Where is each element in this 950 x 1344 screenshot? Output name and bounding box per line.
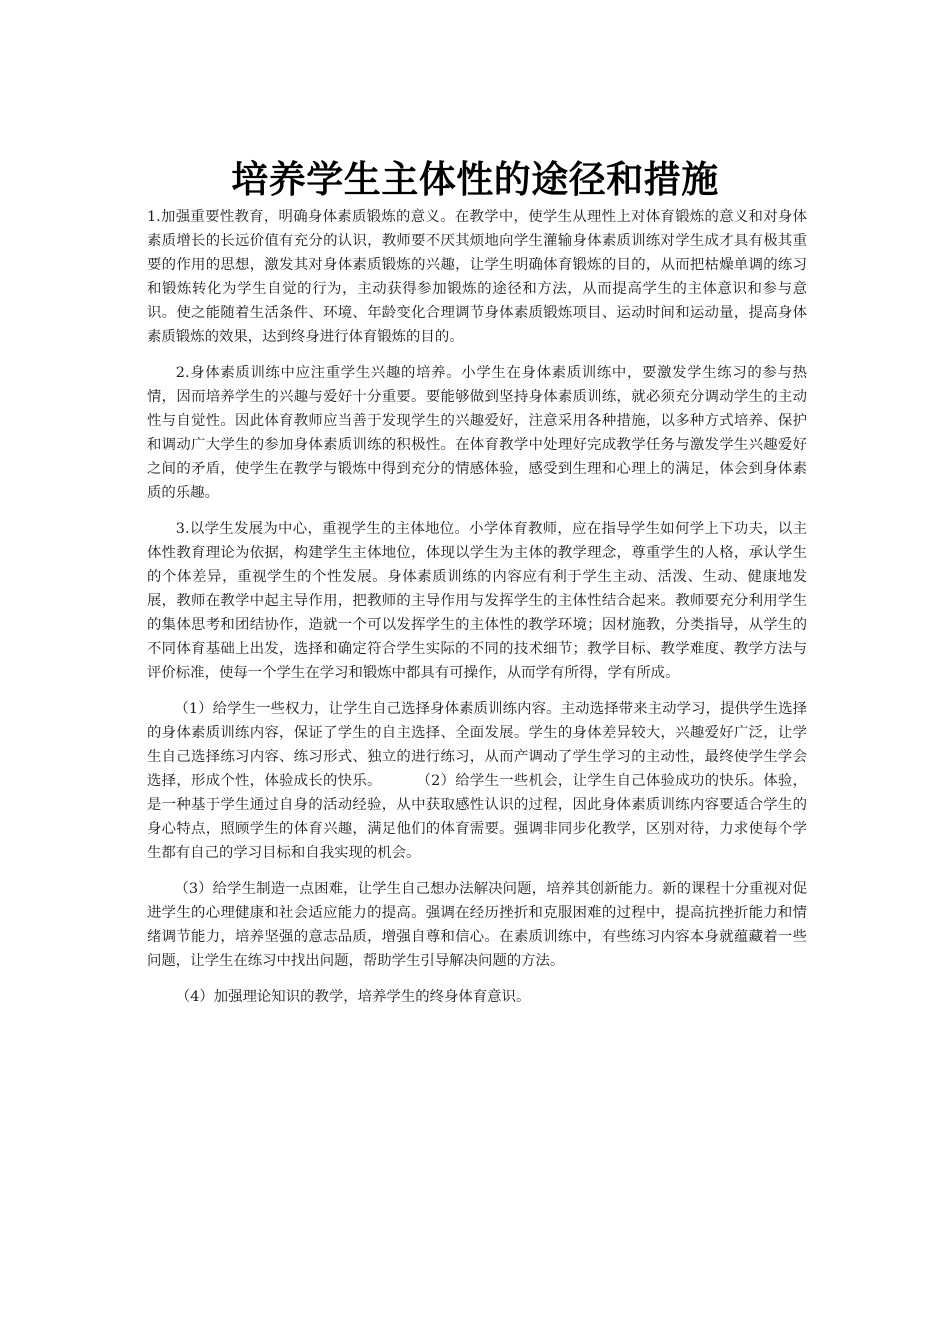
sub-item-1: （1）给学生一些权力，让学生自己选择身体素质训练内容。主动选择带来主动学习，提供学生选择的身体素质训练内容，保证了学生的自主选择、全面发展。学生的身体差异较大，兴趣爱好广泛，让学生自己选择练习内容、练习形式、独立的进行练习，从而产调动了学生学习的主动性，最终使学生学会选择，形成个性，体验成长的快乐。 — [147, 701, 807, 789]
paragraph-3: 3.以学生发展为中心，重视学生的主体地位。小学体育教师，应在指导学生如何学上下功夫，以主体性教育理论为依据，构建学生主体地位，体现以学生为主体的教学理念，尊重学生的人格，承认学生的个体差异，重视学生的个性发展。身体素质训练的内容应有利于学生主动、活泼、生动、健康地发展，教师在教学中起主导作用，把教师的主导作用与发挥学生的主体性结合起来。教师要充分利用学生的集体思考和团结协作，造就一个可以发挥学生的主体性的教学环境；因材施教，分类指导，从学生的不同体育基础上出发，选择和确定符合学生实际的不同的技术细节；教学目标、教学难度、教学方法与评价标准，使每一个学生在学习和锻炼中都具有可操作，从而学有所得，学有所成。 — [147, 521, 807, 681]
paragraph-5: （3）给学生制造一点困难，让学生自己想办法解决问题，培养其创新能力。新的课程十分重视对促进学生的心理健康和社会适应能力的提高。强调在经历挫折和克服困难的过程中，提高抗挫折能力和情绪调节能力，培养坚强的意志品质，增强自尊和信心。在素质训练中，有些练习内容本身就蕴藏着一些问题，让学生在练习中找出问题，帮助学生引导解决问题的方法。 — [147, 881, 807, 969]
paragraph-4 — [147, 697, 807, 865]
paragraph-1: 1.加强重要性教育，明确身体素质锻炼的意义。在教学中，使学生从理性上对体育锻炼的意义和对身体素质增长的长远价值有充分的认识，教师要不厌其烦地向学生灌输身体素质训练对学生成才具有极其重要的作用的思想，激发其对身体素质锻炼的兴趣，让学生明确体育锻炼的目的，从而把枯燥单调的练习和锻炼转化为学生自觉的行为，主动获得参加锻炼的途径和方法，从而提高学生的主体意识和参与意识。使之能随着生活条件、环境、年龄变化合理调节身体素质锻炼项目、运动时间和运动量，提高身体素质锻炼的效果，达到终身进行体育锻炼的目的。 — [147, 209, 807, 345]
paragraph-2: 2.身体素质训练中应注重学生兴趣的培养。小学生在身体素质训练中，要激发学生练习的参与热情，因而培养学生的兴趣与爱好十分重要。要能够做到坚持身体素质训练，就必须充分调动学生的主动性与自觉性。因此体育教师应当善于发现学生的兴趣爱好，注意采用各种措施，以多种方式培养、保护和调动广大学生的参加身体素质训练的积极性。在体育教学中处理好完成教学任务与激发学生兴趣爱好之间的矛盾，使学生在教学与锻炼中得到充分的情感体验，感受到生理和心理上的满足，体会到身体素质的乐趣。 — [147, 365, 807, 501]
sub-item-2: （2）给学生一些机会，让学生自己体验成功的快乐。体验，是一种基于学生通过自身的活动经验，从中获取感性认识的过程，因此身体素质训练内容要适合学生的身心特点，照顾学生的体育兴趣，满足他们的体育需要。强调非同步化教学，区别对待，力求使每个学生都有自己的学习目标和自我实现的机会。 — [147, 773, 807, 861]
document-body — [147, 205, 807, 1021]
paragraph-6: （4）加强理论知识的教学，培养学生的终身体育意识。 — [175, 989, 531, 1005]
document-title: 培养学生主体性的途径和措施 — [231, 158, 719, 201]
